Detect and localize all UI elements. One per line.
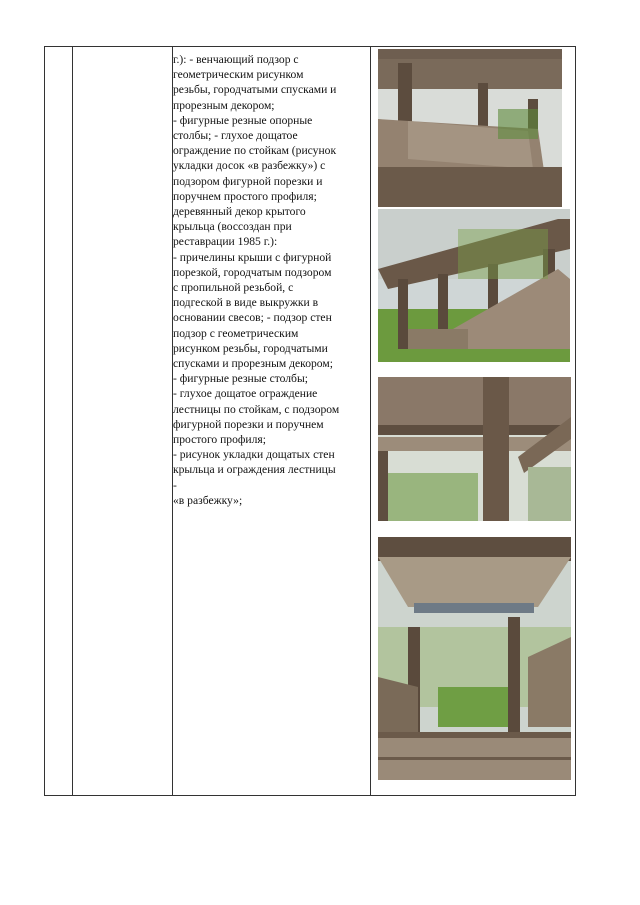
description-line: ограждение по стойкам (рисунок <box>173 144 337 158</box>
description-line: - причелины крыши с фигурной <box>173 250 332 264</box>
description-table <box>44 46 576 796</box>
description-line: спусками и прорезным декором; <box>173 357 333 371</box>
description-line: г.): - венчающий подзор с <box>173 53 299 66</box>
description-line: прорезным декором; <box>173 98 275 112</box>
porch-photo-3 <box>378 377 571 521</box>
decor-description <box>173 52 367 508</box>
description-line: рисунком резьбы, городчатыми <box>173 341 328 355</box>
description-line: поручнем простого профиля; <box>173 189 317 203</box>
description-line: - <box>173 478 177 492</box>
description-line: деревянный декор крытого <box>173 205 306 219</box>
description-line: с пропильной резьбой, с <box>173 281 294 295</box>
porch-photo-2 <box>378 209 570 362</box>
description-line: столбы; - глухое дощатое <box>173 129 298 143</box>
porch-photo-1 <box>378 49 562 207</box>
description-line: подгеской в виде выкружки в <box>173 296 319 310</box>
description-line: крыльца и ограждения лестницы <box>173 463 336 477</box>
description-line: - глухое дощатое ограждение <box>173 387 318 401</box>
description-line: «в разбежку»; <box>173 493 243 507</box>
description-line: основании свесов; - подзор стен <box>173 311 332 325</box>
description-line: крыльца (воссоздан при <box>173 220 292 234</box>
description-line: резьбы, городчатыми спусками и <box>173 83 337 97</box>
description-line: подзором фигурной порезки и <box>173 174 323 188</box>
description-line: фигурной порезки и поручнем <box>173 417 324 431</box>
table-divider <box>370 47 371 795</box>
description-line: геометрическим рисунком <box>173 68 304 82</box>
porch-photo-4 <box>378 537 571 780</box>
description-line: - рисунок укладки дощатых стен <box>173 448 335 462</box>
table-divider <box>72 47 73 795</box>
description-line: - фигурные резные опорные <box>173 113 313 127</box>
description-line: укладки досок «в разбежку») с <box>173 159 326 173</box>
description-line: реставрации 1985 г.): <box>173 235 278 249</box>
description-line: лестницы по стойкам, с подзором <box>173 402 340 416</box>
description-line: простого профиля; <box>173 433 266 447</box>
description-line: - фигурные резные столбы; <box>173 372 308 386</box>
description-line: порезкой, городчатым подзором <box>173 265 332 279</box>
description-line: подзор с геометрическим <box>173 326 299 340</box>
